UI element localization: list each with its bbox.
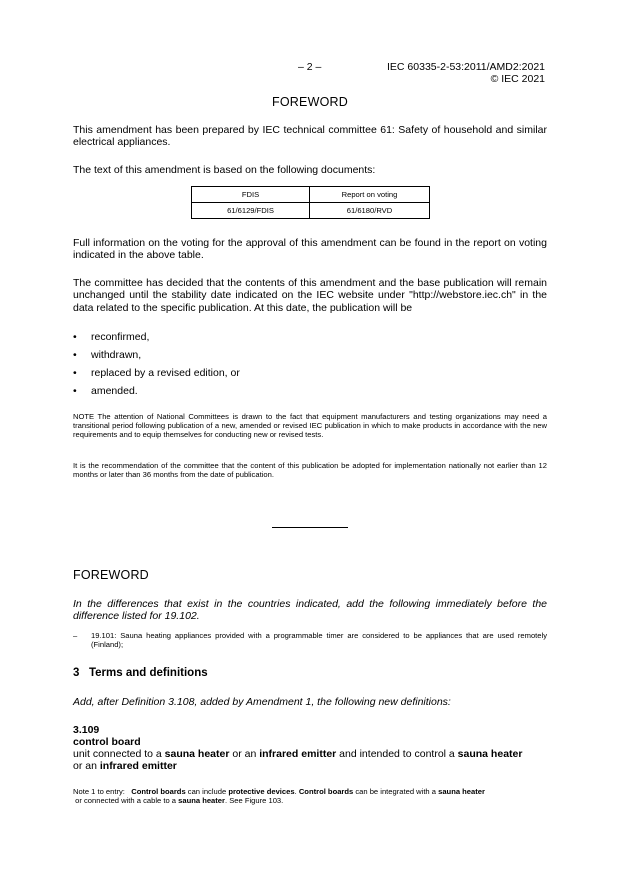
- definition-text: unit connected to a sauna heater or an infrared emitter and intended to control a sauna heater or an infrared emitter: [73, 748, 523, 773]
- foreword-instruction: In the differences that exist in the countries indicated, add the following immediately before the difference listed for 19.102.: [73, 598, 547, 623]
- term-sauna-heater: sauna heater: [164, 748, 230, 760]
- definition-note: Note 1 to entry: Control boards can include protective devices. Control boards can be integrated with a sauna heater or connected with a cable to a sauna heater. See Figure 103.: [73, 787, 485, 805]
- term-sauna-heater: sauna heater: [457, 748, 523, 760]
- foreword-paragraph-4: The committee has decided that the contents of this amendment and the base publication will remain unchanged until the stability date indicated on the IEC website under "http://webstore.iec.ch" in the data related to the specific publication. At this date, the publication will be: [73, 277, 547, 314]
- difference-item: 19.101: Sauna heating appliances provided with a programmable timer are considered to be appliances that are used remotely (Finland);: [91, 631, 547, 649]
- table-header-row: [192, 187, 430, 203]
- foreword-paragraph-3: Full information on the voting for the approval of this amendment can be found in the report on voting indicated in the above table.: [73, 237, 547, 262]
- table-row: [192, 203, 430, 219]
- definition-number: 3.109: [73, 724, 100, 736]
- copyright: © IEC 2021: [490, 73, 545, 85]
- voting-table: [191, 186, 430, 219]
- page-number: – 2 –: [298, 61, 322, 73]
- foreword-paragraph-2: The text of this amendment is based on the following documents:: [73, 164, 376, 176]
- list-item: • amended.: [73, 385, 240, 403]
- table-header-report: Report on voting: [310, 187, 430, 203]
- foreword-title-2: FOREWORD: [73, 568, 149, 582]
- list-item: • reconfirmed,: [73, 331, 240, 349]
- term-infrared-emitter: infrared emitter: [99, 760, 177, 773]
- list-item: • replaced by a revised edition, or: [73, 367, 240, 385]
- foreword-note: NOTE The attention of National Committees is drawn to the fact that equipment manufacturers and testing organizations may need a transitional period following publication of a new, amended or revised IEC publication in which to make products in accordance with the new requirements and to equip themselves for conducting new or revised tests.: [73, 412, 547, 439]
- document-id: IEC 60335-2-53:2011/AMD2:2021: [387, 61, 545, 73]
- table-cell-rvd: 61/6180/RVD: [310, 203, 430, 219]
- section-divider: [272, 527, 348, 528]
- section-heading: 3 Terms and definitions: [73, 667, 208, 679]
- foreword-paragraph-1: This amendment has been prepared by IEC technical committee 61: Safety of household and similar electrical appliances.: [73, 124, 547, 149]
- publication-options-list: [73, 331, 240, 403]
- term-infrared-emitter: infrared emitter: [259, 748, 337, 760]
- table-cell-fdis: 61/6129/FDIS: [192, 203, 310, 219]
- list-item: • withdrawn,: [73, 349, 240, 367]
- foreword-title: FOREWORD: [272, 95, 348, 109]
- difference-dash: –: [73, 631, 78, 640]
- section-instruction: Add, after Definition 3.108, added by Amendment 1, the following new definitions:: [73, 696, 451, 708]
- foreword-recommendation: It is the recommendation of the committee that the content of this publication be adopted for implementation nationally not earlier than 12 months or later than 36 months from the date of publication.: [73, 461, 547, 479]
- table-header-fdis: FDIS: [192, 187, 310, 203]
- definition-term: control board: [73, 736, 141, 748]
